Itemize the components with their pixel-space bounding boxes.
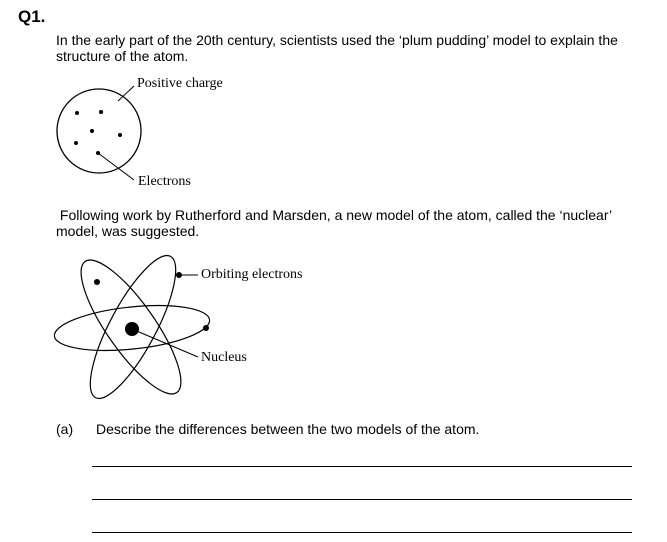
electron-dot [99, 110, 103, 114]
electron-dot [75, 111, 79, 115]
intro-paragraph: In the early part of the 20th century, scientists used the ‘plum pudding’ model to explain the structure of the atom. [56, 32, 618, 64]
electron-dot [74, 141, 78, 145]
label-nucleus: Nucleus [201, 350, 247, 365]
answer-line-2[interactable] [92, 499, 632, 500]
electron-dot [118, 133, 122, 137]
answer-line-1[interactable] [92, 466, 632, 467]
label-electrons: Electrons [138, 174, 191, 189]
followup-text: Following work by Rutherford and Marsden, a new model of the atom, called the ‘nuclear’ model, was suggested. [56, 207, 612, 239]
part-a-question: Describe the differences between the two models of the atom. [96, 421, 480, 437]
nucleus-label-line [132, 329, 198, 357]
orbiting-electron [94, 279, 100, 285]
part-a-letter: (a) [56, 421, 74, 437]
label-orbiting-electrons: Orbiting electrons [201, 267, 303, 282]
orbiting-electron [203, 325, 209, 331]
positive-sphere [57, 89, 141, 173]
followup-paragraph [56, 207, 646, 239]
answer-line-3[interactable] [92, 532, 632, 533]
electrons-label-line [98, 153, 134, 180]
question-number: Q1. [18, 7, 46, 26]
electron-dot [90, 129, 94, 133]
label-positive-charge: Positive charge [137, 76, 223, 91]
